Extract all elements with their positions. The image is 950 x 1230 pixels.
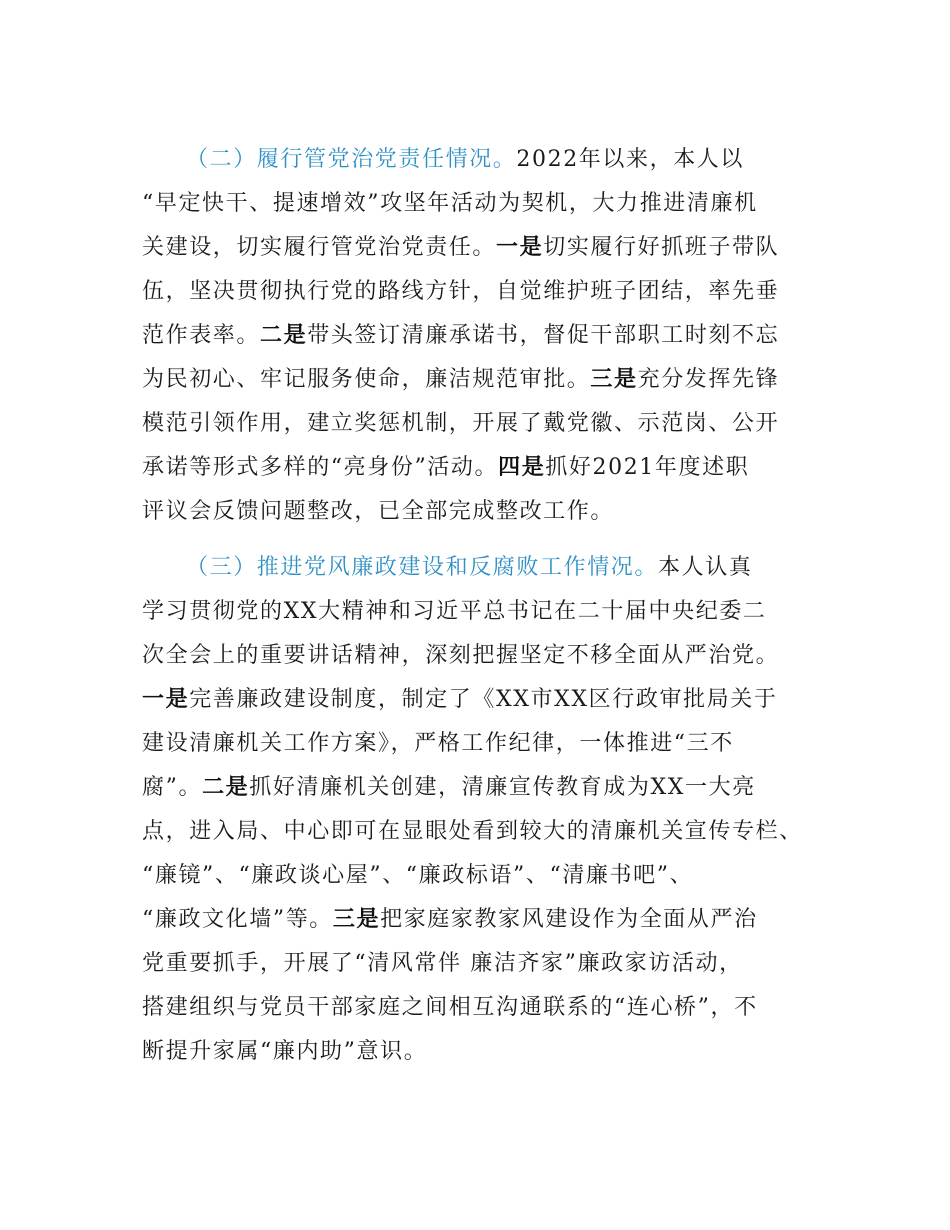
section-3-line-8 (142, 854, 822, 898)
section-3-paragraph (142, 546, 822, 1074)
body-text: 模范引领作用，建立奖惩机制，开展了戴党徽、示范岗、公开 (142, 411, 780, 436)
section-2-line-5 (142, 314, 822, 358)
section-2-line-3 (142, 226, 822, 270)
section-3-line-7 (142, 810, 822, 854)
section-3-line-11 (142, 986, 822, 1030)
section-3-line-2 (142, 590, 822, 634)
body-text: “早定快干、提速增效”攻坚年活动为契机，大力推进清廉机 (142, 191, 758, 216)
body-text: 本人认真 (658, 555, 753, 580)
body-text: 点，进入局、中心即可在显眼处看到较大的清廉机关宣传专栏、 (142, 819, 803, 844)
enumeration-marker: 一是 (142, 687, 190, 712)
body-text: 评议会反馈问题整改，已全部完成整改工作。 (142, 499, 615, 524)
body-text: 学习贯彻党的XX大精神和习近平总书记在二十届中央纪委二 (142, 599, 767, 624)
body-text: 伍，坚决贯彻执行党的路线方针，自觉维护班子团结，率先垂 (142, 279, 780, 304)
body-text: 切实履行好抓班子带队 (543, 235, 780, 260)
body-text: 2022年以来，本人以 (516, 147, 744, 172)
body-text: 范作表率。 (142, 323, 261, 348)
section-3-line-9 (142, 898, 822, 942)
section-2-line-4 (142, 270, 822, 314)
section-heading: （三）推进党风廉政建设和反腐败工作情况。 (186, 555, 659, 580)
body-text: 为民初心、牢记服务使命，廉洁规范审批。 (142, 367, 591, 392)
enumeration-marker: 四是 (498, 455, 546, 480)
body-text: 关建设，切实履行管党治党责任。 (142, 235, 497, 260)
section-2-line-6 (142, 358, 822, 402)
section-3-line-10 (142, 942, 822, 986)
body-text: “廉政文化墙”等。 (142, 907, 333, 932)
body-text: 次全会上的重要讲话精神，深刻把握坚定不移全面从严治党。 (142, 643, 780, 668)
body-text: 党重要抓手，开展了“清风常伴 廉洁齐家”廉政家访活动， (142, 951, 743, 976)
enumeration-marker: 二是 (260, 323, 308, 348)
enumeration-marker: 三是 (590, 367, 638, 392)
section-2-line-8 (142, 446, 822, 490)
body-text: 搭建组织与党员干部家庭之间相互沟通联系的“连心桥”，不 (142, 995, 758, 1020)
body-text: 把家庭家教家风建设作为全面从严治 (380, 907, 758, 932)
body-text: 抓好清廉机关创建，清廉宣传教育成为XX一大亮 (249, 775, 756, 800)
section-2-line-9 (142, 490, 822, 534)
body-text: 断提升家属“廉内助”意识。 (142, 1039, 428, 1064)
enumeration-marker: 二是 (202, 775, 250, 800)
section-3-line-12 (142, 1030, 822, 1074)
section-3-line-4 (142, 678, 822, 722)
section-heading: （二）履行管党治党责任情况。 (186, 147, 517, 172)
section-2-line-2 (142, 182, 822, 226)
section-2-line-1 (142, 138, 822, 182)
body-text: 带头签订清廉承诺书，督促干部职工时刻不忘 (307, 323, 780, 348)
body-text: 抓好2021年度述职 (545, 455, 750, 480)
section-3-line-3 (142, 634, 822, 678)
section-3-line-5 (142, 722, 822, 766)
section-2-line-7 (142, 402, 822, 446)
section-3-line-1 (142, 546, 822, 590)
body-text: 建设清廉机关工作方案》，严格工作纪律，一体推进“三不 (142, 731, 734, 756)
body-text: “廉镜”、“廉政谈心屋”、“廉政标语”、“清廉书吧”、 (142, 863, 694, 888)
enumeration-marker: 一是 (496, 235, 544, 260)
enumeration-marker: 三是 (332, 907, 381, 932)
section-3-line-6 (142, 766, 822, 810)
body-text: 承诺等形式多样的“亮身份”活动。 (142, 455, 499, 480)
body-text: 腐”。 (142, 775, 203, 800)
section-2-paragraph (142, 138, 822, 534)
body-text: 完善廉政建设制度，制定了《XX市XX区行政审批局关于 (189, 687, 778, 712)
body-text: 充分发挥先锋 (637, 367, 780, 392)
